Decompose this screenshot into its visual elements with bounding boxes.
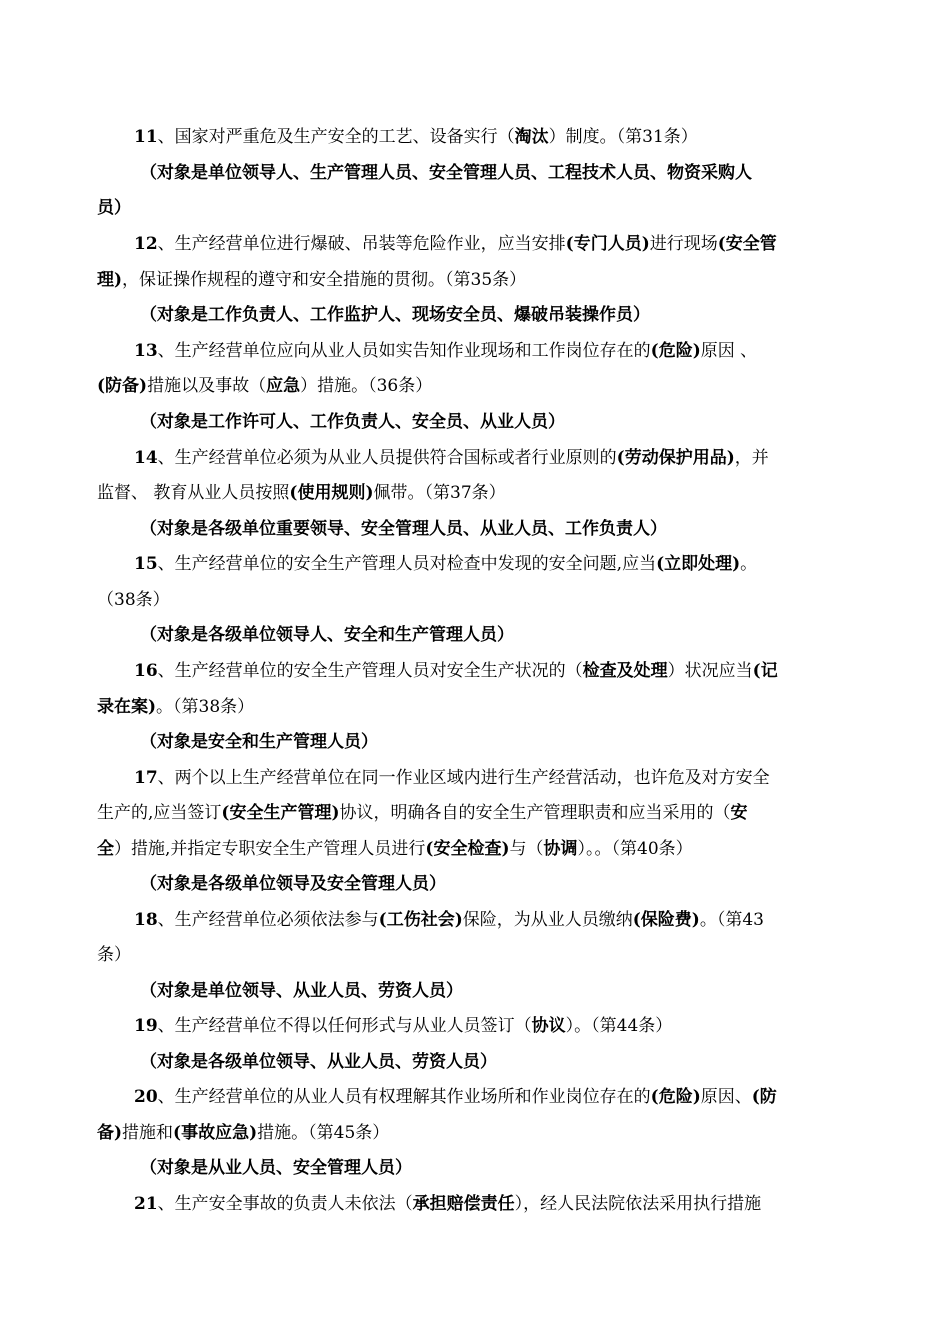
item-text: 、生产经营单位必须依法参与(工伤社会)保险，为从业人员缴纳(保险费)。（第43	[157, 910, 764, 930]
item-17-object: （对象是各级单位领导及安全管理人员）	[140, 874, 446, 894]
item-17-cont-2: 全）措施,并指定专职安全生产管理人员进行(安全检查)与（协调）。。（第40条）	[97, 839, 693, 859]
item-text: 、生产经营单位的从业人员有权理解其作业场所和作业岗位存在的(危险)原因、(防	[157, 1087, 777, 1107]
item-number: 19	[134, 1016, 158, 1036]
item-16	[134, 659, 778, 683]
item-number: 20	[134, 1087, 158, 1107]
item-11	[134, 125, 698, 149]
item-text: 、生产经营单位应向从业人员如实告知作业现场和工作岗位存在的(危险)原因 、	[157, 341, 758, 361]
item-12-object: （对象是工作负责人、工作监护人、现场安全员、爆破吊装操作员）	[140, 305, 650, 325]
item-14-object: （对象是各级单位重要领导、安全管理人员、从业人员、工作负责人）	[140, 519, 667, 539]
item-text: 、生产经营单位必须为从业人员提供符合国标或者行业原则的(劳动保护用品)，并	[157, 448, 769, 468]
item-text: 、生产经营单位不得以任何形式与从业人员签订（协议）。（第44条）	[157, 1016, 673, 1036]
item-16-object: （对象是安全和生产管理人员）	[140, 732, 378, 752]
item-17	[134, 766, 770, 790]
item-15-cont: （38条）	[97, 590, 170, 610]
item-number: 16	[134, 661, 158, 681]
item-number: 11	[134, 127, 158, 147]
item-19	[134, 1014, 672, 1038]
item-12-cont: 理)，保证操作规程的遵守和安全措施的贯彻。（第35条）	[97, 270, 527, 290]
item-18-cont: 条）	[97, 945, 131, 965]
item-18-object: （对象是单位领导、从业人员、劳资人员）	[140, 981, 463, 1001]
item-number: 21	[134, 1194, 158, 1214]
item-text: 、生产安全事故的负责人未依法（承担赔偿责任），经人民法院依法采用执行措施	[157, 1194, 762, 1214]
item-text: 、生产经营单位的安全生产管理人员对安全生产状况的（检查及处理）状况应当(记	[157, 661, 778, 681]
item-number: 13	[134, 341, 158, 361]
item-text: 、生产经营单位进行爆破、吊装等危险作业，应当安排(专门人员)进行现场(安全管	[157, 234, 777, 254]
item-18	[134, 908, 764, 932]
item-text: 、国家对严重危及生产安全的工艺、设备实行（淘汰）制度。（第31条）	[157, 127, 698, 147]
item-13-cont: (防备)措施以及事故（应急）措施。（36条）	[97, 376, 433, 396]
item-16-cont: 录在案)。（第38条）	[97, 697, 255, 717]
item-14-cont: 监督、 教育从业人员按照(使用规则)佩带。（第37条）	[97, 483, 506, 503]
item-number: 18	[134, 910, 158, 930]
item-12	[134, 232, 777, 256]
item-17-cont-1: 生产的,应当签订(安全生产管理)协议，明确各自的安全生产管理职责和应当采用的（安	[97, 803, 748, 823]
item-15	[134, 552, 757, 576]
item-number: 15	[134, 554, 158, 574]
item-text: 、两个以上生产经营单位在同一作业区域内进行生产经营活动，也许危及对方安全	[157, 768, 770, 788]
item-20-object: （对象是从业人员、安全管理人员）	[140, 1158, 412, 1178]
item-20	[134, 1085, 777, 1109]
item-14	[134, 446, 769, 470]
item-21	[134, 1192, 761, 1216]
item-11-object-cont: 员）	[97, 198, 131, 218]
item-19-object: （对象是各级单位领导、从业人员、劳资人员）	[140, 1052, 497, 1072]
item-13	[134, 339, 757, 363]
item-number: 12	[134, 234, 158, 254]
item-15-object: （对象是各级单位领导人、安全和生产管理人员）	[140, 625, 514, 645]
item-number: 17	[134, 768, 158, 788]
item-number: 14	[134, 448, 158, 468]
item-20-cont: 备)措施和(事故应急)措施。（第45条）	[97, 1123, 390, 1143]
item-text: 、生产经营单位的安全生产管理人员对检查中发现的安全问题,应当(立即处理)。	[157, 554, 758, 574]
item-13-object: （对象是工作许可人、工作负责人、安全员、从业人员）	[140, 412, 565, 432]
item-11-object: （对象是单位领导人、生产管理人员、安全管理人员、工程技术人员、物资采购人	[140, 163, 752, 183]
